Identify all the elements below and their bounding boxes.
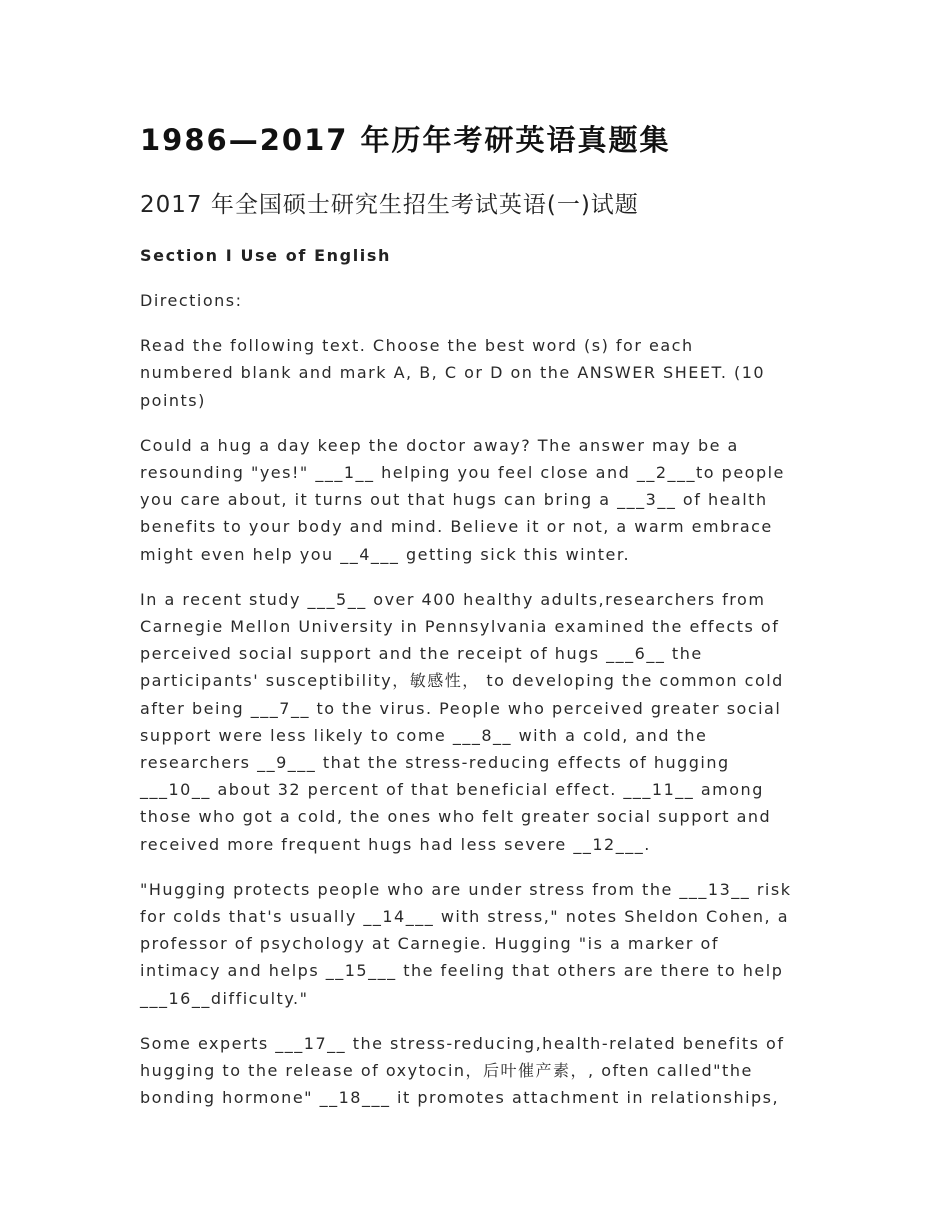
text-line: support were less likely to come ___8__ with a cold, and the	[140, 725, 708, 745]
text-line: ___10__ about 32 percent of that beneficial effect. ___11__ among	[140, 780, 764, 800]
text-line: Could a hug a day keep the doctor away? The answer may be a	[140, 435, 739, 455]
section-heading: Section I Use of English	[140, 246, 391, 265]
text-line: "Hugging protects people who are under stress from the ___13__ risk	[140, 879, 792, 899]
text-line: Some experts ___17__ the stress-reducing,health-related benefits of	[140, 1033, 785, 1053]
document-title: 1986—2017 年历年考研英语真题集	[140, 123, 671, 157]
text-line: numbered blank and mark A, B, C or D on the ANSWER SHEET. (10	[140, 363, 766, 383]
text-line: received more frequent hugs had less severe __12___.	[140, 834, 651, 854]
passage-paragraph-2	[140, 586, 820, 858]
text-line: you care about, it turns out that hugs can bring a ___3__ of health	[140, 490, 768, 510]
text-line: benefits to your body and mind. Believe it or not, a warm embrace	[140, 517, 773, 537]
text-line: intimacy and helps __15___ the feeling that others are there to help	[140, 961, 784, 981]
text-line: perceived social support and the receipt of hugs ___6__ the	[140, 644, 703, 664]
text-line: In a recent study ___5__ over 400 healthy adults,researchers from	[140, 589, 766, 609]
directions-label: Directions:	[140, 291, 243, 310]
exam-subtitle: 2017 年全国硕士研究生招生考试英语(一)试题	[140, 192, 639, 218]
text-line: points)	[140, 390, 206, 410]
text-line: professor of psychology at Carnegie. Hugging "is a marker of	[140, 934, 719, 954]
text-line: after being ___7__ to the virus. People who perceived greater social	[140, 698, 782, 718]
text-line: hugging to the release of oxytocin，后叶催产素，, often called"the	[140, 1061, 753, 1081]
document-page	[140, 118, 820, 1129]
text-line: those who got a cold, the ones who felt greater social support and	[140, 807, 772, 827]
text-line: for colds that's usually __14___ with stress," notes Sheldon Cohen, a	[140, 907, 790, 927]
passage-paragraph-3	[140, 876, 820, 1012]
passage-paragraph-1	[140, 432, 820, 568]
text-line: Read the following text. Choose the best word (s) for each	[140, 336, 694, 356]
text-line: bonding hormone" __18___ it promotes attachment in relationships,	[140, 1088, 780, 1108]
instructions-paragraph	[140, 332, 820, 414]
passage-paragraph-4	[140, 1030, 820, 1112]
text-line: participants' susceptibility，敏感性， to developing the common cold	[140, 671, 784, 691]
text-line: might even help you __4___ getting sick this winter.	[140, 544, 631, 564]
text-line: resounding "yes!" ___1__ helping you feel close and __2___to people	[140, 463, 785, 483]
text-line: ___16__difficulty."	[140, 988, 309, 1008]
text-line: researchers __9___ that the stress-reducing effects of hugging	[140, 753, 730, 773]
text-line: Carnegie Mellon University in Pennsylvania examined the effects of	[140, 617, 780, 637]
